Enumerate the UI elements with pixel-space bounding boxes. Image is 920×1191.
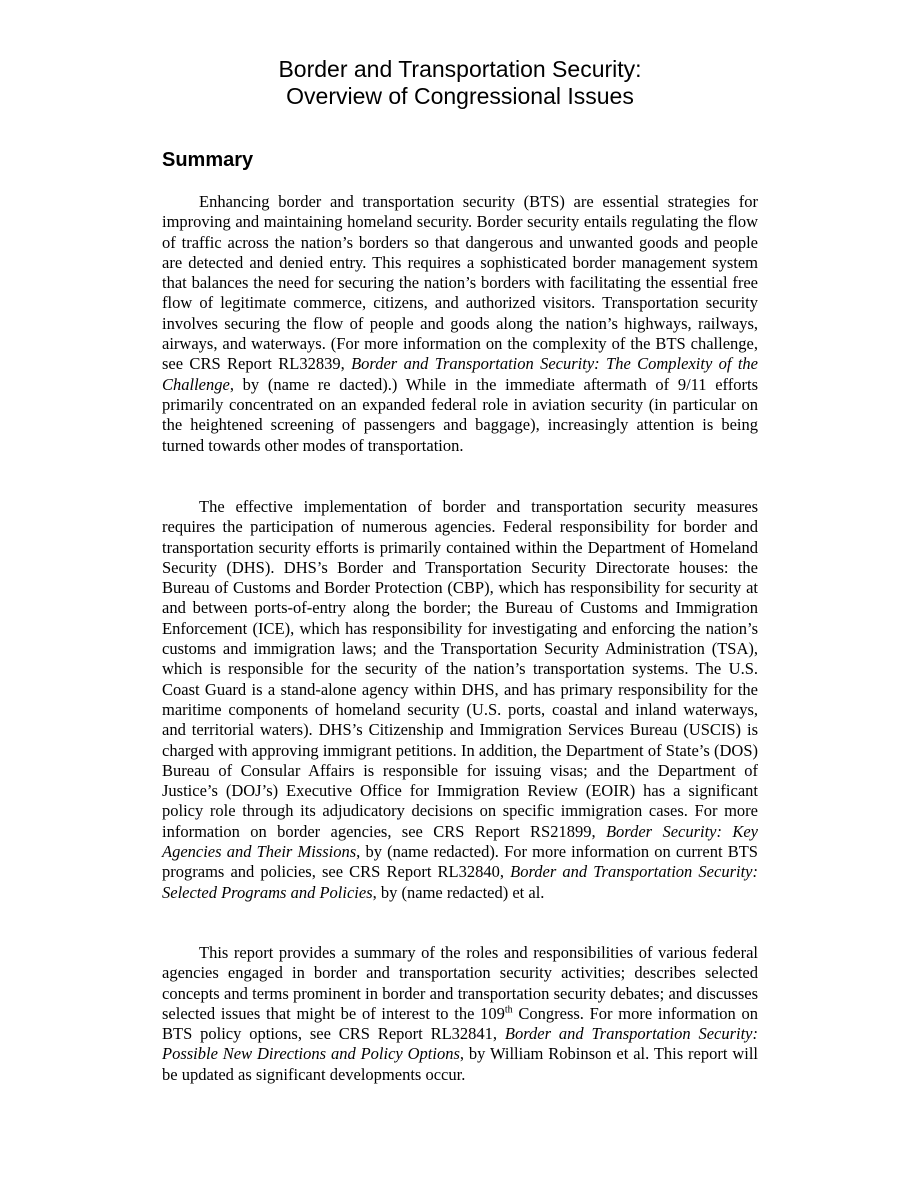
p1-text-2: , by (name re dacted).) While in the immediate aftermath of 9/11 efforts primarily concentrated on an expanded federal role in aviation security (in particular on the heightened screening of passengers and baggage), increasingly attention is being turned towards other modes of transportation. (162, 374, 758, 455)
p3-text-2: Congress. For more information on BTS policy options, see CRS Report RL32841, (162, 1003, 758, 1044)
p3-text-3: , by William Robinson et al. This report will be updated as significant developments occur. (162, 1044, 758, 1084)
p3-text-1: This report provides a summary of the roles and responsibilities of various federal agencies engaged in border and transportation security activities; describes selected concepts and terms prominent in border and transportation security debates; and discusses selected issues that might be of interest to the 109 (162, 943, 758, 1023)
p2-text-1: The effective implementation of border and transportation security measures requires the participation of numerous agencies. Federal responsibility for border and transportation security efforts is primarily contained within the Department of Homeland Security (DHS). DHS’s Border and Transportation Security Directorate houses: the Bureau of Customs and Border Protection (CBP), which has responsibility for security at and between ports-of-entry along the border; the Bureau of Customs and Immigration Enforcement (ICE), which has responsibility for investigating and enforcing the nation’s customs and immigration laws; and the Transportation Security Administration (TSA), which is responsible for the security of the nation’s transportation systems. The U.S. Coast Guard is a stand-alone agency within DHS, and has primary responsibility for the maritime components of homeland security (U.S. ports, coastal and inland waterways, and territorial waters). DHS’s Citizenship and Immigration Services Bureau (USCIS) is charged with approving immigrant petitions. In addition, the Department of State’s (DOS) Bureau of Consular Affairs is responsible for issuing visas; and the Department of Justice’s (DOJ’s) Executive Office for Immigration Review (EOIR) has a significant policy role through its adjudicatory decisions on specific immigration cases. For more information on border agencies, see CRS Report RS21899, (162, 497, 758, 841)
summary-heading: Summary (162, 149, 254, 171)
p2-text-3: , by (name redacted) et al. (372, 882, 545, 902)
p1-text-1: Enhancing border and transportation security (BTS) are essential strategies for improving and maintaining homeland security. Border security entails regulating the flow of traffic across the nation’s borders so that dangerous and unwanted goods and people are detected and denied entry. This requires a sophisticated border management system that balances the need for securing the nation’s borders with facilitating the essential free flow of legitimate commerce, citizens, and authorized visitors. Transportation security involves securing the flow of people and goods along the nation’s highways, railways, airways, and waterways. (For more information on the complexity of the BTS challenge, see CRS Report RL32839, (162, 192, 758, 374)
p2-report-title-rl32840: Border and Transportation Security: Selected Programs and Policies (162, 862, 758, 902)
summary-paragraph-2 (162, 497, 758, 903)
report-title (162, 56, 758, 110)
p1-report-title-rl32839: Border and Transportation Security: The Complexity of the Challenge (162, 354, 759, 394)
p3-superscript: th (504, 1004, 513, 1016)
summary-paragraph-3 (162, 943, 758, 1085)
p2-text-2: , by (name redacted). For more information on current BTS programs and policies, see CRS Report RL32840, (162, 842, 758, 882)
p3-report-title-rl32841: Border and Transportation Security: Possible New Directions and Policy Options (162, 1024, 758, 1064)
summary-paragraph-1 (162, 192, 758, 456)
report-title-line-2: Overview of Congressional Issues (286, 83, 634, 109)
p2-report-title-rs21899: Border Security: Key Agencies and Their Missions (162, 821, 759, 862)
report-title-line-1: Border and Transportation Security: (278, 56, 642, 82)
